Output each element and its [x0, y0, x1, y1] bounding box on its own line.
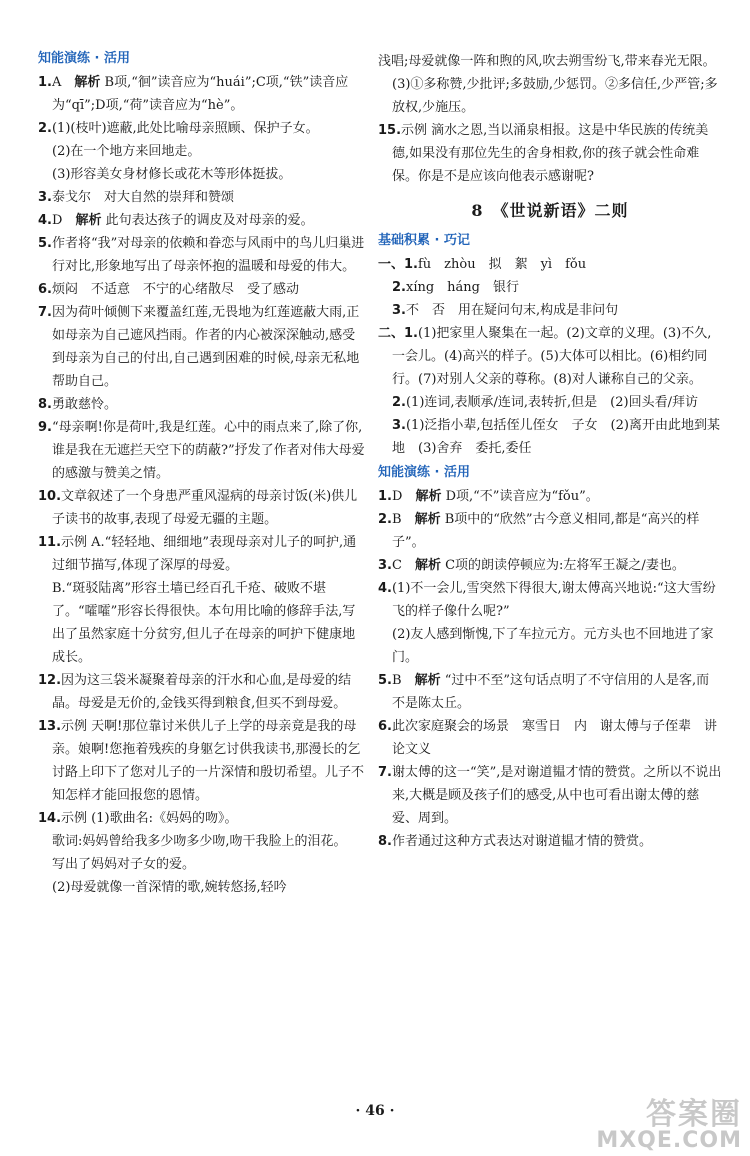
- watermark-url: MXQE.COM: [596, 1128, 742, 1153]
- page-number: · 46 ·: [355, 1103, 395, 1119]
- section-heading-practice-2: 知能演练 · 活用: [378, 465, 470, 480]
- answer-item: 11.示例 A.“轻轻地、细细地”表现母亲对儿子的呵护,通过细节描写,体现了深厚的母爱。: [38, 535, 357, 573]
- answer-item: 9.“母亲啊!你是荷叶,我是红莲。心中的雨点来了,除了你,谁是我在无遮拦天空下的荫蔽?”抒发了作者对伟大母爱的感激与赞美之情。: [38, 420, 365, 481]
- answer-item: 5.作者将“我”对母亲的依赖和眷恋与风雨中的鸟儿归巢进行对比,形象地写出了母亲怀抱的温暖和母爱的伟大。: [38, 236, 365, 274]
- section-heading-basic: 基础积累 · 巧记: [378, 233, 470, 248]
- answer-item: 5.B 解析 “过中不至”这句话点明了不守信用的人是客,而不是陈太丘。: [378, 673, 710, 711]
- watermark: [596, 1097, 742, 1153]
- answer-subline: 写出了妈妈对子女的爱。: [52, 857, 196, 872]
- answer-item: 8.勇敢慈怜。: [38, 397, 117, 412]
- answer-subline: 歌词:妈妈曾给我多少吻多少吻,吻干我脸上的泪花。: [52, 834, 347, 849]
- analysis-label: 解析: [415, 489, 442, 504]
- answer-item: 6.此次家庭聚会的场景 寒雪日 内 谢太傅与子侄辈 讲论文义: [378, 719, 717, 757]
- answer-item: 3.泰戈尔 对大自然的崇拜和赞颂: [38, 190, 234, 205]
- left-column: [38, 50, 368, 899]
- right-column: [378, 50, 722, 853]
- answer-subline: B.“斑驳陆离”形容土墙已经百孔千疮、破败不堪了。“嚯嚯”形容长得很快。本句用比喻的修辞手法,写出了虽然家庭十分贫穷,但儿子在母亲的呵护下健康地成长。: [52, 581, 356, 665]
- answer-subline: (3)形容美女身材修长或花木等形体挺拔。: [52, 167, 292, 182]
- analysis-label: 解析: [75, 213, 102, 228]
- answer-item: 14.示例 (1)歌曲名:《妈妈的吻》。: [38, 811, 238, 826]
- watermark-brand: 答案圈: [646, 1097, 742, 1132]
- answer-subline: (2)在一个地方来回地走。: [52, 144, 201, 159]
- continuation-text: (3)①多称赞,少批评;多鼓励,少惩罚。②多信任,少严管;多放权,少施压。: [392, 77, 718, 115]
- answer-item: 12.因为这三袋米凝聚着母亲的汗水和心血,是母爱的结晶。母爱是无价的,金钱买得到粮食,但买不到母爱。: [38, 673, 352, 711]
- analysis-label: 解析: [74, 75, 101, 90]
- answer-item: 15.示例 滴水之恩,当以涌泉相报。这是中华民族的传统美德,如果没有那位先生的舍身相救,你的孩子就会性命难保。你是不是应该向他表示感谢呢?: [378, 123, 709, 184]
- answer-item: 3.(1)泛指小辈,包括侄儿侄女 子女 (2)离开由此地到某地 (3)舍弃 委托,委任: [392, 418, 720, 456]
- answer-item: 4.D 解析 此句表达孩子的调皮及对母亲的爱。: [38, 213, 314, 228]
- answer-item: 13.示例 天啊!那位靠讨米供儿子上学的母亲竟是我的母亲。娘啊!您拖着残疾的身躯乞讨供我读书,那漫长的乞讨路上印下了您对儿子的一片深情和殷切希望。儿子不知怎样才能回报您的恩情。: [38, 719, 365, 803]
- analysis-label: 解析: [414, 673, 441, 688]
- analysis-label: 解析: [414, 512, 441, 527]
- answer-item: 10.文章叙述了一个身患严重风湿病的母亲讨饭(米)供儿子读书的故事,表现了母爱无疆的主题。: [38, 489, 358, 527]
- chapter-title: 8 《世说新语》二则: [471, 201, 629, 220]
- answer-item: 1.A 解析 B项,“徊”读音应为“huái”;C项,“铁”读音应为“qī”;D项,“荷”读音应为“hè”。: [38, 75, 349, 113]
- answer-item: 1.D 解析 D项,“不”读音应为“fǒu”。: [378, 489, 599, 504]
- answer-subline: (2)母爱就像一首深情的歌,婉转悠扬,轻吟: [52, 880, 287, 895]
- answer-item: 2.B 解析 B项中的“欣然”古今意义相同,都是“高兴的样子”。: [378, 512, 700, 550]
- answer-item: 一、1.fù zhòu 拟 絮 yì fǒu: [378, 257, 587, 272]
- answer-item: 4.(1)不一会儿,雪突然下得很大,谢太傅高兴地说:“这大雪纷飞的样子像什么呢?”: [378, 581, 716, 619]
- answer-subline: (2)友人感到惭愧,下了车拉元方。元方头也不回地进了家门。: [392, 627, 714, 665]
- answer-item: 2.(1)连词,表顺承/连词,表转折,但是 (2)回头看/拜访: [392, 395, 698, 410]
- answer-item: 7.因为荷叶倾侧下来覆盖红莲,无畏地为红莲遮蔽大雨,正如母亲为自己遮风挡雨。作者的内心被深深触动,感受到母亲为自己的付出,自己遇到困难的时候,母亲无私地帮助自己。: [38, 305, 360, 389]
- answer-item: 7.谢太傅的这一“笑”,是对谢道韫才情的赞赏。之所以不说出来,大概是顾及孩子们的感受,从中也可看出谢太傅的慈爱、周到。: [378, 765, 722, 826]
- answer-item: 2.(1)(枝叶)遮蔽,此处比喻母亲照顾、保护子女。: [38, 121, 319, 136]
- answer-item: 8.作者通过这种方式表达对谢道韫才情的赞赏。: [378, 834, 652, 849]
- answer-item: 2.xíng háng 银行: [392, 280, 519, 295]
- section-heading-practice: 知能演练 · 活用: [38, 51, 130, 66]
- analysis-label: 解析: [414, 558, 441, 573]
- answer-item: 6.烦闷 不适意 不宁的心绪散尽 受了感动: [38, 282, 299, 297]
- answer-item: 3.C 解析 C项的朗读停顿应为:左将军王凝之/妻也。: [378, 558, 685, 573]
- continuation-text: 浅唱;母爱就像一阵和煦的风,吹去朔雪纷飞,带来春光无限。: [378, 54, 716, 69]
- answer-item: 3.不 否 用在疑问句末,构成是非问句: [392, 303, 619, 318]
- answer-item: 二、1.(1)把家里人聚集在一起。(2)文章的义理。(3)不久,一会儿。(4)高兴的样子。(5)大体可以相比。(6)相约同行。(7)对别人父亲的尊称。(8)对人谦称自己的父亲。: [378, 326, 712, 387]
